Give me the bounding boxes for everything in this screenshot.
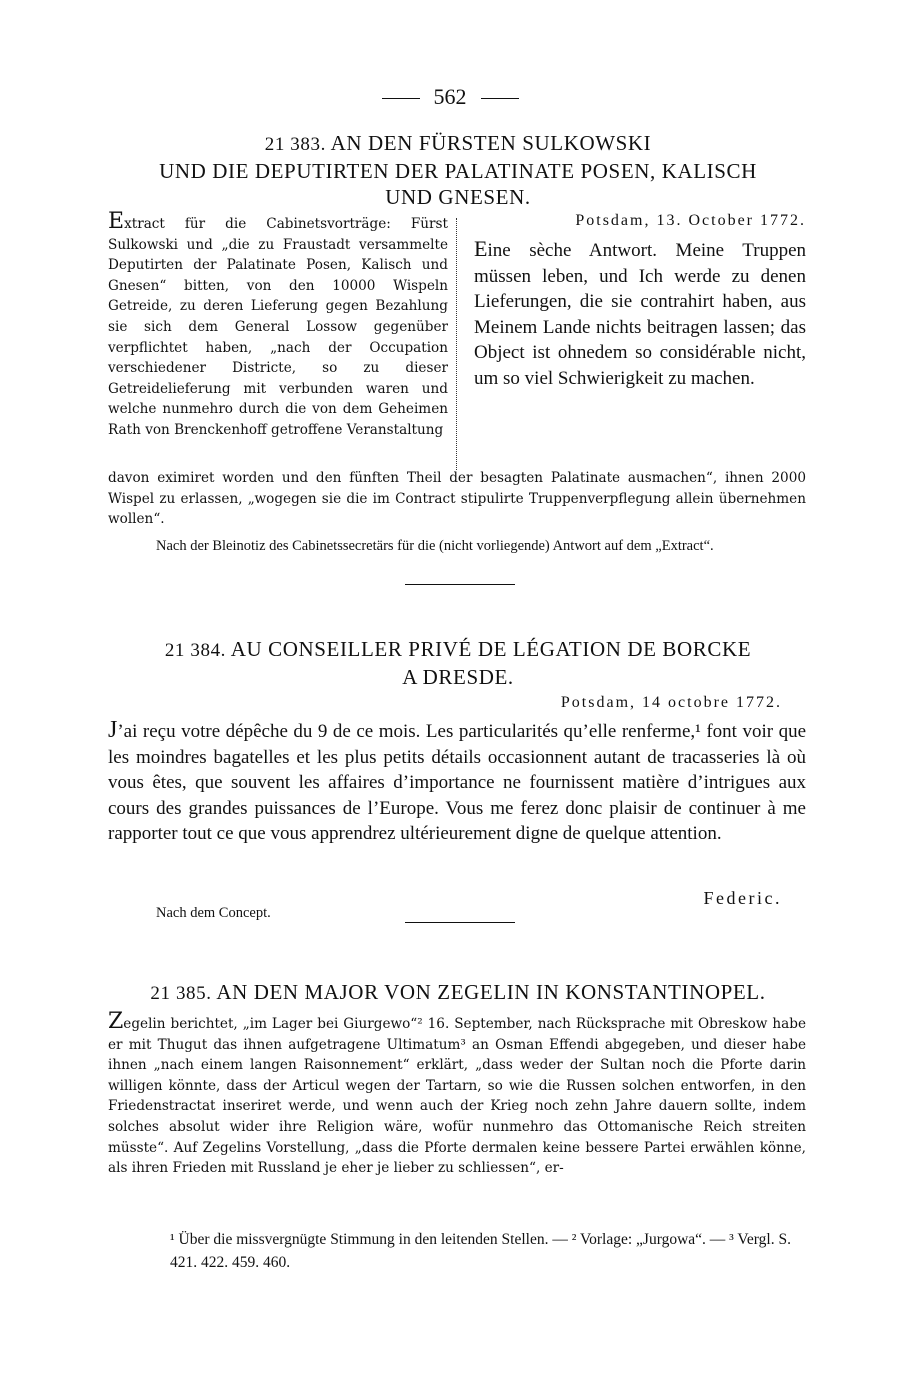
extract-text: xtract für die Cabinetsvorträge: Fürst Sulkowski und „die zu Fraustadt versammelte Deputirten der Palatinate Posen, Kalisch und Gnesen“ bitten, von den 10000 Wispeln Getreide, zu deren Lieferung gegen Bezahlung sie sich dem General Lossow gegenüber verpflichtet haben, „nach der Occupation verschiedener Districte, so zu dieser Getreidelieferung mit verbunden waren und welche nunmehro durch die von dem Geheimen Rath von Brenckenhoff getroffene Veranstaltung: [108, 216, 448, 438]
extract-continuation: davon eximiret worden und den fünften Theil der besagten Palatinate ausmachen“, ihnen 2000 Wispel zu erlassen, „wogegen sie die im Contract stipulirte Truppenverpflegung allein übernehmen wollen“.: [108, 470, 806, 528]
section3-initial: Z: [108, 1009, 124, 1034]
extract-left-column: [108, 209, 448, 441]
column-divider: [456, 218, 457, 470]
section2-title: 21 384. AU CONSEILLER PRIVÉ DE LÉGATION DE BORCKE A DRESDE.: [108, 636, 808, 690]
dash-right: [481, 98, 519, 99]
signature: Federic.: [703, 888, 782, 908]
section2-note: Nach dem Concept.: [156, 905, 271, 921]
letter-initial: J: [108, 717, 118, 743]
footnotes: ¹ Über die missvergnügte Stimmung in den leitenden Stellen. — ² Vorlage: „Jurgowa“. — ³ Vergl. S. 421. 422. 459. 460.: [170, 1231, 791, 1271]
section2-number: 21 384.: [164, 640, 227, 661]
section1-dateline: Potsdam, 13. October 1772.: [575, 212, 806, 229]
section-rule-2: [405, 922, 515, 923]
section1-number: 21 383.: [264, 134, 326, 155]
letter-text: ’ai reçu votre dépêche du 9 de ce mois. Les particularités qu’elle renferme,¹ font voir que les moindres bagatelles et les plus petits détails occasionnent autant de tracasseries là où vous êtes, que souvent les affaires d’importance ne fournissent matière d’intrigues aux cours des grandes puissances de l’Europe. Vous me ferez donc plaisir de continuer à me rapporter tout ce que vous apprendrez ultérieurement digne de quelque attention.: [108, 721, 806, 844]
reply-right-column: [474, 212, 806, 391]
section3-body: [108, 1009, 806, 1179]
section1-title-line3: UND GNESEN.: [385, 185, 531, 209]
reply-text: ine sèche Antwort. Meine Truppen müssen leben, und Ich werde zu denen Lieferungen, die sie contrahirt haben, aus Meinem Lande nichts beitragen lassen; das Object ist ohnedem so considérable nicht, um so viel Schwierigkeit zu machen.: [474, 240, 806, 389]
section1-title: 21 383. AN DEN FÜRSTEN SULKOWSKI UND DIE DEPUTIRTEN DER PALATINATE POSEN, KALISCH UND GNESEN.: [108, 130, 808, 210]
section1-title-line2: UND DIE DEPUTIRTEN DER PALATINATE POSEN, KALISCH: [159, 159, 757, 183]
section3-number: 21 385.: [150, 983, 212, 1004]
page-number: 562: [0, 84, 900, 110]
section2-dateline: Potsdam, 14 octobre 1772.: [560, 694, 782, 711]
section1-note: Nach der Bleinotiz des Cabinetssecretärs für die (nicht vorliegende) Antwort auf dem „Extract“.: [156, 538, 714, 554]
section3-title: 21 385. AN DEN MAJOR VON ZEGELIN IN KONSTANTINOPEL.: [150, 980, 766, 1004]
letter-body: [108, 718, 806, 847]
section-rule-1: [405, 584, 515, 585]
dash-left: [382, 98, 420, 99]
section2-title-line2: A DRESDE.: [402, 665, 514, 689]
extract-initial: E: [108, 209, 125, 234]
reply-text-block: [474, 236, 806, 391]
reply-initial: E: [474, 236, 488, 261]
section3-text: egelin berichtet, „im Lager bei Giurgewo“² 16. September, nach Rücksprache mit Obreskow habe er mit Thugut das ihnen aufgetragene Ultimatum³ an Osman Effendi abgegeben, und dieser habe ihnen „nach einem langen Raisonnement“ erklärt, „dass weder der Sultan noch die Pforte darin willigen könnte, dass der Articul wegen der Tartarn, so wie die Russen solchen entworfen, in den Friedenstractat inseriret werde, und wenn auch der Krieg noch zehn Jahre dauern sollte, indem solches absolut wider ihre Religion wäre, wofür nunmehro das Ottomanische Reich streiten müsste“. Auf Zegelins Vorstellung, „dass die Pforte dermalen keine bessere Partei erwählen könne, als ihren Frieden mit Russland je eher je lieber zu schliessen“, er-: [108, 1016, 806, 1177]
